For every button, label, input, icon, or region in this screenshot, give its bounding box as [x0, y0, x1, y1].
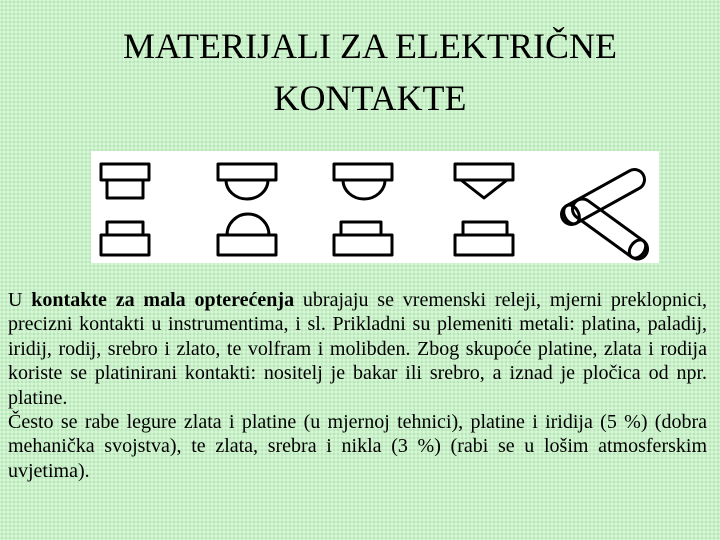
- contact-pair-flat-flat-bottom: [101, 222, 149, 255]
- contact-shapes-figure: [91, 151, 659, 263]
- contact-pair-dome-down-top-1: [218, 164, 276, 199]
- contact-pair-flat-flat-bottom-3: [334, 222, 392, 255]
- paragraph-1-rest: ubrajaju se vremenski releji, mjerni preklopnici, precizni kontakti u instrumentima, i sl. Prikladni su plemeniti metali: platina, paladij, iridij, rodij, srebro i zlato, te volfram i molibden. Zbog skupoće platine, zlata i rodija koriste se platinirani kontakti: nositelj je bakar ili srebro, a iznad je pločica od npr. platine.: [8, 289, 708, 409]
- body-text: [8, 288, 707, 483]
- slide-title: [0, 20, 720, 124]
- slide-title-line-2: KONTAKTE: [273, 78, 467, 118]
- slide-title-line-1: MATERIJALI ZA ELEKTRIČNE: [123, 26, 617, 66]
- contact-pair-dome-down-top-2: [334, 164, 392, 199]
- paragraph-1-bold-term: kontakte za mala opterećenja: [31, 289, 295, 311]
- paragraph-2: Često se rabe legure zlata i platine (u mjernoj tehnici), platine i iridija (5 %) (dobra mehanička svojstva), te zlata, srebra i nikla (3 %) (rabi se u lošim atmosferskim uvjetima).: [8, 411, 707, 482]
- contact-pair-cone-top: [455, 164, 513, 198]
- contact-pair-flat-flat-top: [101, 164, 149, 198]
- paragraph-1-prefix: U: [8, 289, 32, 311]
- contact-pair-dome-up-bottom: [218, 214, 276, 255]
- contact-pair-flat-flat-bottom-4: [455, 222, 513, 255]
- crossed-rod-contacts: [558, 166, 652, 263]
